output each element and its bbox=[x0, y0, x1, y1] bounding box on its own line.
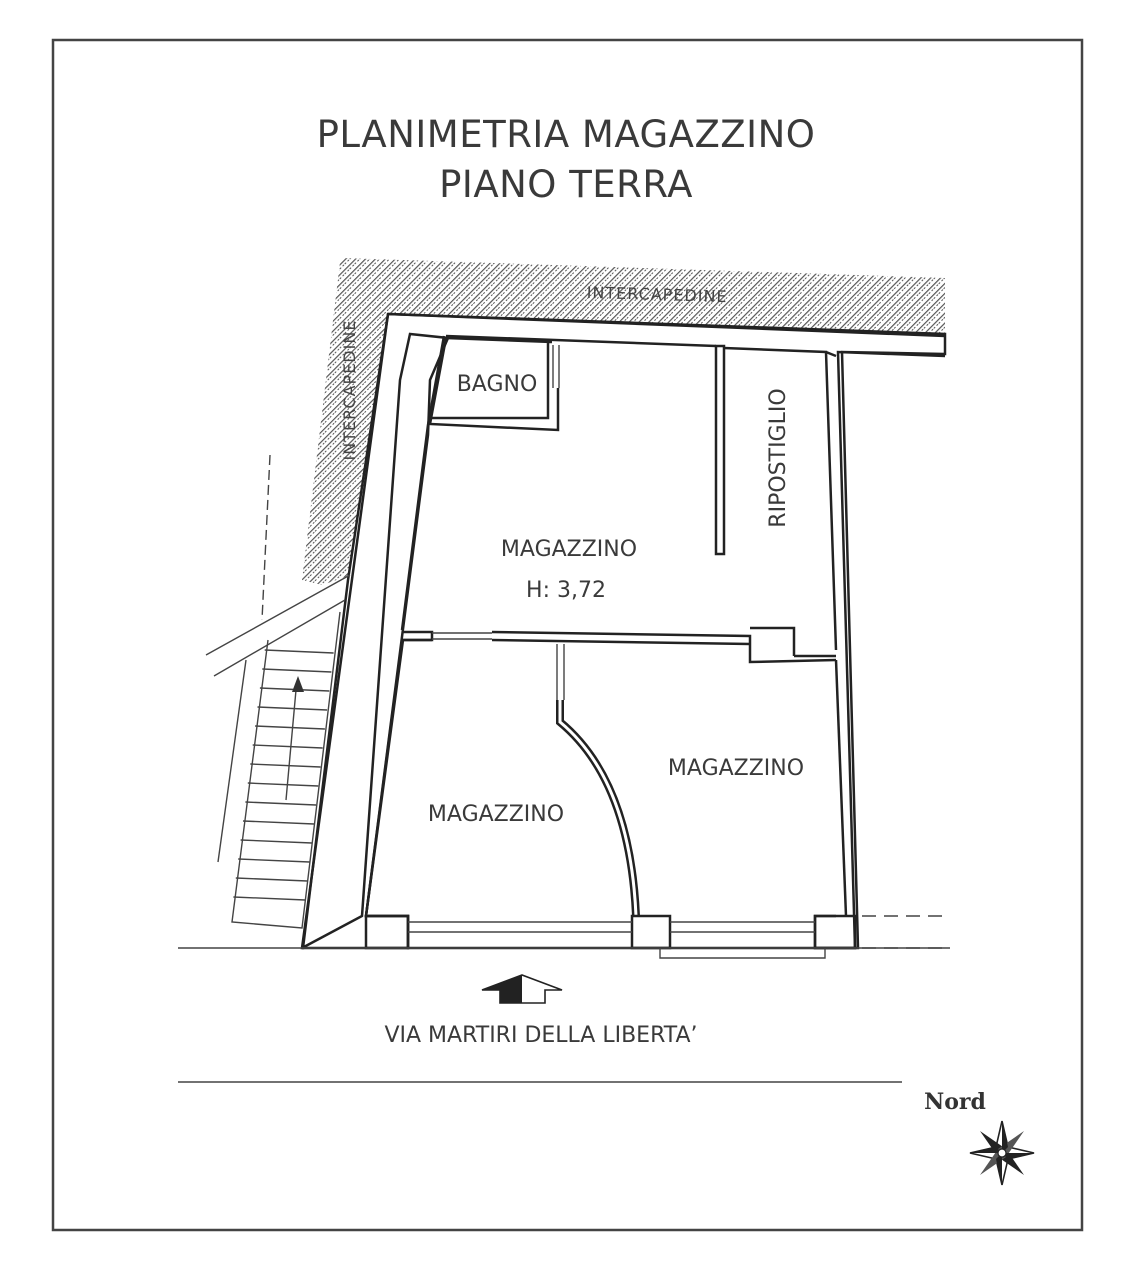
compass-rose-icon bbox=[970, 1121, 1034, 1185]
curved-partition-inner bbox=[560, 700, 636, 916]
pillar-left bbox=[366, 916, 408, 948]
magazzino-left-label: MAGAZZINO bbox=[427, 802, 565, 827]
intercapedine-left-label: INTERCAPEDINE bbox=[340, 319, 359, 461]
stair-tread bbox=[258, 707, 328, 710]
magazzino-main-label: MAGAZZINO bbox=[500, 537, 638, 562]
stair-tread bbox=[241, 840, 312, 843]
intercapedine-top-label: INTERCAPEDINE bbox=[586, 282, 728, 307]
north-label: Nord bbox=[924, 1089, 986, 1115]
stair-tread bbox=[250, 764, 320, 767]
ripostiglio-label: RIPOSTIGLIO bbox=[766, 388, 791, 528]
stair-tread bbox=[253, 745, 323, 748]
stair-tread bbox=[262, 669, 331, 672]
title-line-2: PIANO TERRA bbox=[439, 163, 693, 206]
step-outline bbox=[660, 948, 825, 958]
height-label: H: 3,72 bbox=[526, 578, 606, 603]
outer-wall bbox=[302, 314, 945, 948]
stair-tread bbox=[265, 650, 334, 653]
bagno-label: BAGNO bbox=[456, 372, 538, 397]
stair-tread bbox=[238, 859, 309, 862]
street-label: VIA MARTIRI DELLA LIBERTA’ bbox=[384, 1023, 698, 1048]
stair-tread bbox=[255, 726, 325, 729]
intercapedine-hatch bbox=[302, 258, 945, 585]
stair-direction-arrow-icon bbox=[292, 676, 304, 692]
pillar-center bbox=[632, 916, 670, 948]
stair-tread bbox=[248, 783, 318, 786]
stair-tread bbox=[243, 821, 314, 824]
magazzino-right-label: MAGAZZINO bbox=[667, 756, 805, 781]
ripostiglio-partition bbox=[716, 346, 724, 554]
right-room-wall bbox=[836, 660, 846, 916]
page-frame bbox=[53, 40, 1082, 1230]
stair-tread bbox=[236, 878, 308, 881]
entrance-arrow-icon bbox=[482, 975, 562, 1003]
left-inner-wall bbox=[366, 336, 716, 916]
stair-tread bbox=[233, 897, 305, 900]
stair-tread bbox=[245, 802, 316, 805]
title-line-1: PLANIMETRIA MAGAZZINO bbox=[316, 113, 816, 156]
pillar-right bbox=[815, 916, 855, 948]
